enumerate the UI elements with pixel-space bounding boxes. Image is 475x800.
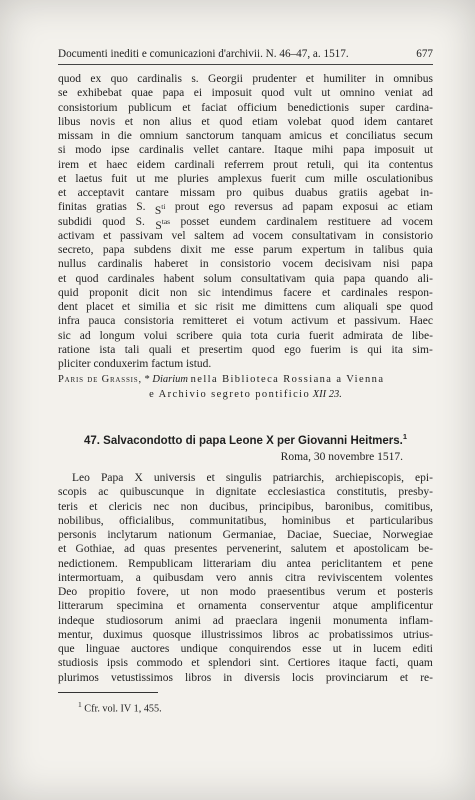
text-line: et quod cardinales habent solum consultativam quia papa quando ali- [58, 272, 433, 285]
text-line: dent placet et similia et sic risit me dimittens cum aliquali spe quod [58, 301, 433, 313]
text-line: litterarum specimina et ornamenta conserventur atque amplificentur [58, 600, 433, 613]
text-line: Leo Papa X universis et singulis patriarchis, archiepiscopis, epi- [72, 472, 433, 484]
source-location: nella Biblioteca Rossiana a Vienna [190, 374, 385, 385]
text-line: subdidi quod S. $S^{tas}$ posset eundem cardinalem restituere ad vocem [58, 215, 433, 232]
text-line: missam in die omnium sanctorum tanquam amicus et conciliatus secum [58, 130, 433, 142]
text-line: finitas gratias S. $S^{ti}$ prout ego reversus ad papam exposui ac etiam [58, 201, 433, 218]
source-author: Paris de Grassis, [58, 374, 142, 385]
text-line: et laetus fuit ut me pluries amplexus fuerit cum mille osculationibus [58, 172, 433, 185]
source-marker: * [144, 374, 150, 385]
text-line: plurimos vetustissimos libros in diversis locis provinciarum et re- [58, 671, 433, 684]
text-line: secreto, papa subdens dixit me esse parum expertum in talibus quia [58, 244, 433, 256]
text-line: ratione ista tali quali et presertim quod ego fuerim is qui ita sim- [58, 343, 433, 356]
source-work: Diarium [152, 374, 189, 385]
header-rule [58, 64, 433, 65]
text-line: nobilibus, officialibus, communitatibus, hominibus et particularibus [58, 514, 433, 527]
footnote-number: 1 [78, 700, 82, 709]
text-line: se exhibebat quae papa ei imposuit quod vult ut omnino veniat ad [58, 87, 433, 100]
paragraph-diarium-excerpt [58, 72, 433, 371]
text-line: mentur, duximus quosque illustrissimos libros ac probatissimos utrius- [58, 628, 433, 641]
text-line: nedictionem. Rempublicam litterariam diu antea periclitantem et pene [58, 557, 433, 570]
text-line: et acceptavit cantare missam pro quibus duabus gratiis agebat in- [58, 187, 433, 199]
text-line: quid proponit dicit non sic intendimus facere et cardinales respon- [58, 286, 433, 299]
place-date: Roma, 30 novembre 1517. [280, 451, 403, 463]
text-line: quod ex quo cardinalis s. Georgii prudenter et humiliter in omnibus [58, 73, 433, 85]
source-citation-line-2 [58, 388, 433, 402]
text-line: pliciter conduxerim factum istud. [58, 358, 212, 370]
text-line: libus novis et non alius et quod etiam volebat quod idem cantaret [58, 115, 433, 128]
source-reference: XII 23. [312, 389, 342, 400]
text-line: studiosis ipsis commodo et splendori sint. Certiores itaque facti, quam [58, 657, 433, 670]
footnote-text: Cfr. vol. IV 1, 455. [84, 703, 162, 715]
footnote [78, 700, 162, 714]
text-line: intermortuam, a quibusdam vero annis citra reviviscentem volentes [58, 571, 433, 584]
source-archive: e Archivio segreto pontificio [149, 389, 311, 400]
text-line: indeque studiosorum animi ad praeclara ingenii monumenta inflam- [58, 614, 433, 627]
text-line: infra pauca consistoria remitteret ei votum activum et passivum. Haec [58, 315, 433, 328]
paragraph-salvacondotto [58, 471, 433, 685]
running-head [58, 47, 433, 61]
text-line: personis inclytarum nationum Germaniae, Daciae, Sueciae, Norwegiae [58, 529, 433, 541]
text-line: et Gothiae, ad quas presentes pervenerint, salutem et apostolicam be- [58, 543, 433, 556]
text-line: activam et passivam vel saltem ad vocem consultativam in consistorio [58, 229, 433, 242]
text-line: irem et haec eidem cardinali referrem prout retuli, qui ita contentus [58, 158, 433, 171]
document-number: 47. [83, 434, 100, 447]
document-title: Salvacondotto di papa Leone X per Giovanni Heitmers. [103, 434, 403, 447]
text-line: consistorium publicum et faciat officium benedictionis super cardina- [58, 101, 433, 114]
running-head-title: Documenti inediti e comunicazioni d'archivii. N. 46–47, a. 1517. [58, 48, 349, 60]
text-line: Deo propitio fovere, ut non modo praesentibus verum et posteris [58, 586, 433, 598]
text-line: sic ad longum volui scribere quia tota curia fuerit admirata de libe- [58, 329, 433, 342]
text-line: nullus cardinalis haberet in consistorio vocem decisivam nisi papa [58, 258, 433, 271]
source-citation-line-1 [58, 373, 433, 387]
text-line: que linguae auctores undique conquirendos esse ut in lucem editi [58, 643, 433, 655]
text-line: si modo ipse cardinalis vellet cantare. Itaque mihi papa imposuit ut [58, 144, 433, 157]
text-line: scopis ac quibuscunque in dignitate ecclesiastica constitutis, presby- [58, 486, 433, 499]
page-number: 677 [416, 48, 433, 60]
footnote-reference: 1 [402, 432, 408, 441]
footnote-rule [58, 692, 158, 693]
text-line: teris et clericis nec non ducibus, principibus, baronibus, comitibus, [58, 500, 433, 513]
document-heading [58, 432, 433, 447]
